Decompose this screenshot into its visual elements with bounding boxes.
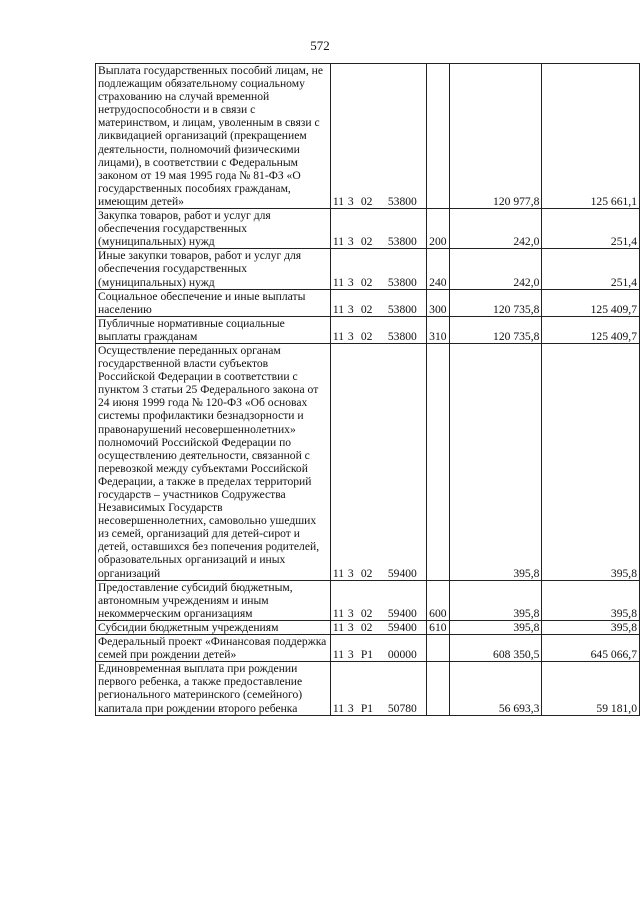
code-subprogram: 3 <box>347 566 354 580</box>
code-main-event: 02 <box>360 275 373 289</box>
classification-code <box>330 635 426 662</box>
classification-code <box>330 620 426 634</box>
expense-type-code: 610 <box>426 620 449 634</box>
code-direction: 00000 <box>387 648 417 662</box>
code-program: 11 <box>332 329 345 343</box>
amount-year-1: 120 735,8 <box>449 289 542 316</box>
expense-type-code: 300 <box>426 289 449 316</box>
code-direction: 59400 <box>387 621 417 635</box>
code-subprogram: 3 <box>347 195 354 209</box>
code-direction: 53800 <box>387 329 417 343</box>
table-row <box>96 249 640 289</box>
amount-year-1: 242,0 <box>449 249 542 289</box>
code-direction: 50780 <box>387 701 417 715</box>
code-main-event: 02 <box>360 235 373 249</box>
table-row <box>96 289 640 316</box>
code-program: 11 <box>332 606 345 620</box>
amount-year-2: 395,8 <box>542 343 640 580</box>
expense-type-code <box>426 662 449 715</box>
amount-year-2: 645 066,7 <box>542 635 640 662</box>
code-program: 11 <box>332 275 345 289</box>
amount-year-1: 242,0 <box>449 209 542 249</box>
code-subprogram: 3 <box>347 329 354 343</box>
amount-year-2: 395,8 <box>542 580 640 620</box>
amount-year-1: 120 977,8 <box>449 64 542 209</box>
code-main-event: 02 <box>360 329 373 343</box>
code-main-event: P1 <box>360 648 374 662</box>
classification-code <box>330 316 426 343</box>
item-name: Единовременная выплата при рождении первого ребенка, а также предоставление регионального материнского (семейного) капитала при рождении второго ребенка <box>96 662 331 715</box>
amount-year-1: 120 735,8 <box>449 316 542 343</box>
item-name: Осуществление переданных органам государственной власти субъектов Российской Федерации в соответствии с пунктом 3 статьи 25 Федерального закона от 24 июня 1999 года № 120-ФЗ «Об основах системы профилактики безнадзорности и правонарушений несовершеннолетних» полномочий Российской Федерации по осуществлению деятельности, связанной с перевозкой между субъектами Российской Федерации, а также в пределах территорий государств – участников Содружества Независимых Государств несовершеннолетних, самовольно ушедших из семей, организаций для детей-сирот и детей, оставшихся без попечения родителей, образовательных организаций и иных организаций <box>96 343 331 580</box>
expense-type-code: 600 <box>426 580 449 620</box>
table-row <box>96 635 640 662</box>
code-program: 11 <box>332 235 345 249</box>
table-row <box>96 662 640 715</box>
code-main-event: 02 <box>360 195 373 209</box>
amount-year-1: 56 693,3 <box>449 662 542 715</box>
amount-year-2: 395,8 <box>542 620 640 634</box>
amount-year-1: 395,8 <box>449 620 542 634</box>
code-main-event: P1 <box>360 701 374 715</box>
amount-year-2: 125 409,7 <box>542 316 640 343</box>
item-name: Закупка товаров, работ и услуг для обеспечения государственных (муниципальных) нужд <box>96 209 331 249</box>
budget-table-body <box>96 64 640 716</box>
code-direction: 59400 <box>387 566 417 580</box>
table-row <box>96 580 640 620</box>
page-number: 572 <box>310 38 330 53</box>
code-program: 11 <box>332 195 345 209</box>
code-subprogram: 3 <box>347 701 354 715</box>
code-subprogram: 3 <box>347 648 354 662</box>
code-direction: 53800 <box>387 195 417 209</box>
amount-year-2: 125 661,1 <box>542 64 640 209</box>
classification-code <box>330 249 426 289</box>
amount-year-1: 395,8 <box>449 580 542 620</box>
code-main-event: 02 <box>360 566 373 580</box>
code-main-event: 02 <box>360 302 373 316</box>
expense-type-code <box>426 635 449 662</box>
code-subprogram: 3 <box>347 621 354 635</box>
amount-year-1: 608 350,5 <box>449 635 542 662</box>
code-subprogram: 3 <box>347 302 354 316</box>
code-main-event: 02 <box>360 606 373 620</box>
classification-code <box>330 343 426 580</box>
expense-type-code: 240 <box>426 249 449 289</box>
table-row <box>96 64 640 209</box>
amount-year-2: 125 409,7 <box>542 289 640 316</box>
code-direction: 53800 <box>387 275 417 289</box>
expense-type-code <box>426 343 449 580</box>
table-row <box>96 343 640 580</box>
code-direction: 53800 <box>387 235 417 249</box>
code-program: 11 <box>332 621 345 635</box>
item-name: Предоставление субсидий бюджетным, автономным учреждениям и иным некоммерческим организациям <box>96 580 331 620</box>
code-direction: 53800 <box>387 302 417 316</box>
table-row <box>96 209 640 249</box>
code-subprogram: 3 <box>347 606 354 620</box>
code-program: 11 <box>332 648 345 662</box>
classification-code <box>330 64 426 209</box>
code-subprogram: 3 <box>347 275 354 289</box>
expense-type-code: 200 <box>426 209 449 249</box>
code-subprogram: 3 <box>347 235 354 249</box>
classification-code <box>330 662 426 715</box>
amount-year-2: 251,4 <box>542 209 640 249</box>
budget-table <box>95 63 640 716</box>
code-program: 11 <box>332 566 345 580</box>
item-name: Выплата государственных пособий лицам, не подлежащим обязательному социальному страхованию на случай временной нетрудоспособности и в связи с материнством, и лицам, уволенным в связи с ликвидацией организаций (прекращением деятельности, полномочий физическими лицами), в соответствии с Федеральным законом от 19 мая 1995 года № 81-ФЗ «О государственных пособиях гражданам, имеющим детей» <box>96 64 331 209</box>
item-name: Субсидии бюджетным учреждениям <box>96 620 331 634</box>
code-main-event: 02 <box>360 621 373 635</box>
item-name: Федеральный проект «Финансовая поддержка семей при рождении детей» <box>96 635 331 662</box>
table-row <box>96 620 640 634</box>
expense-type-code: 310 <box>426 316 449 343</box>
item-name: Социальное обеспечение и иные выплаты населению <box>96 289 331 316</box>
expense-type-code <box>426 64 449 209</box>
amount-year-1: 395,8 <box>449 343 542 580</box>
amount-year-2: 59 181,0 <box>542 662 640 715</box>
code-program: 11 <box>332 701 345 715</box>
classification-code <box>330 580 426 620</box>
amount-year-2: 251,4 <box>542 249 640 289</box>
classification-code <box>330 289 426 316</box>
table-row <box>96 316 640 343</box>
classification-code <box>330 209 426 249</box>
code-direction: 59400 <box>387 606 417 620</box>
code-program: 11 <box>332 302 345 316</box>
item-name: Публичные нормативные социальные выплаты гражданам <box>96 316 331 343</box>
item-name: Иные закупки товаров, работ и услуг для обеспечения государственных (муниципальных) нужд <box>96 249 331 289</box>
